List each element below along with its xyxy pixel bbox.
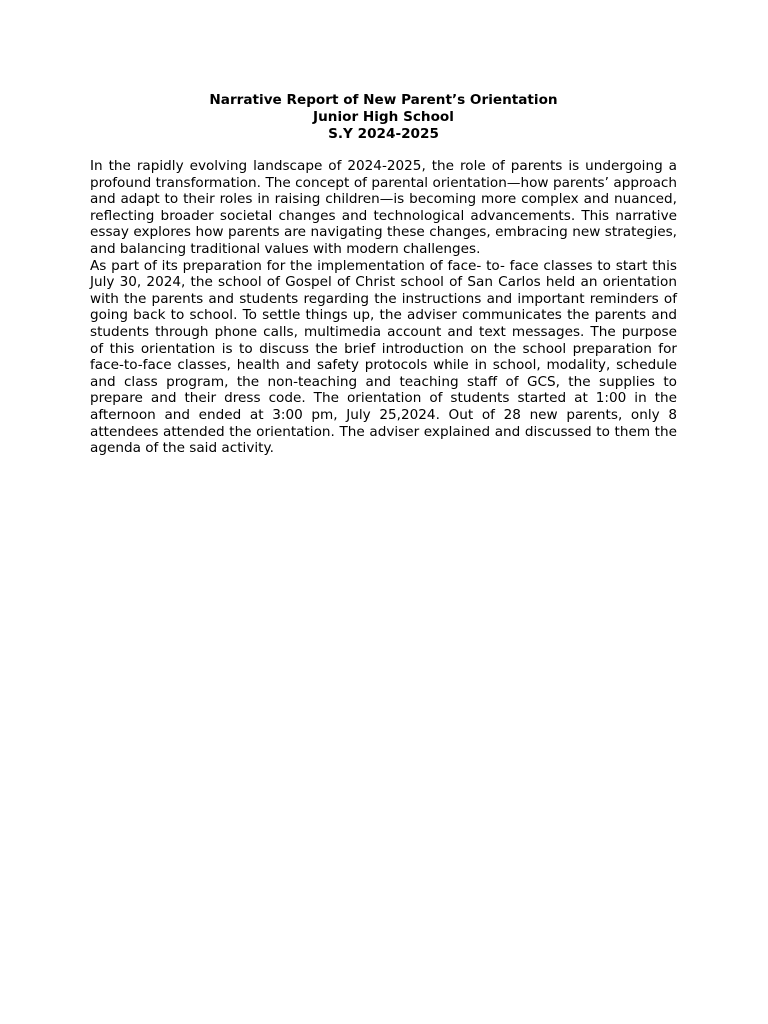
document-subtitle: Junior High School: [313, 109, 454, 125]
paragraph-orientation: As part of its preparation for the implementation of face- to- face classes to start this July 30, 2024, the school of Gospel of Christ school of San Carlos held an orientation with the parents and students regarding the instructions and important reminders of going back to school. To settle things up, the adviser communicates the parents and students through phone calls, multimedia account and text messages. The purpose of this orientation is to discuss the brief introduction on the school preparation for face-to-face classes, health and safety protocols while in school, modality, schedule and class program, the non-teaching and teaching staff of GCS, the supplies to prepare and their dress code. The orientation of students started at 1:00 in the afternoon and ended at 3:00 pm, July 25,2024. Out of 28 new parents, only 8 attendees attended the orientation. The adviser explained and discussed to them the agenda of the said activity.: [90, 257, 677, 457]
school-year: S.Y 2024-2025: [328, 126, 439, 142]
document-body: [90, 158, 677, 457]
document-title: Narrative Report of New Parent’s Orientation: [209, 92, 558, 108]
document-header: [90, 92, 677, 143]
paragraph-intro: In the rapidly evolving landscape of 2024-2025, the role of parents is undergoing a profound transformation. The concept of parental orientation—how parents’ approach and adapt to their roles in raising children—is becoming more complex and nuanced, reflecting broader societal changes and technological advancements. This narrative essay explores how parents are navigating these changes, embracing new strategies, and balancing traditional values with modern challenges.: [90, 158, 677, 257]
